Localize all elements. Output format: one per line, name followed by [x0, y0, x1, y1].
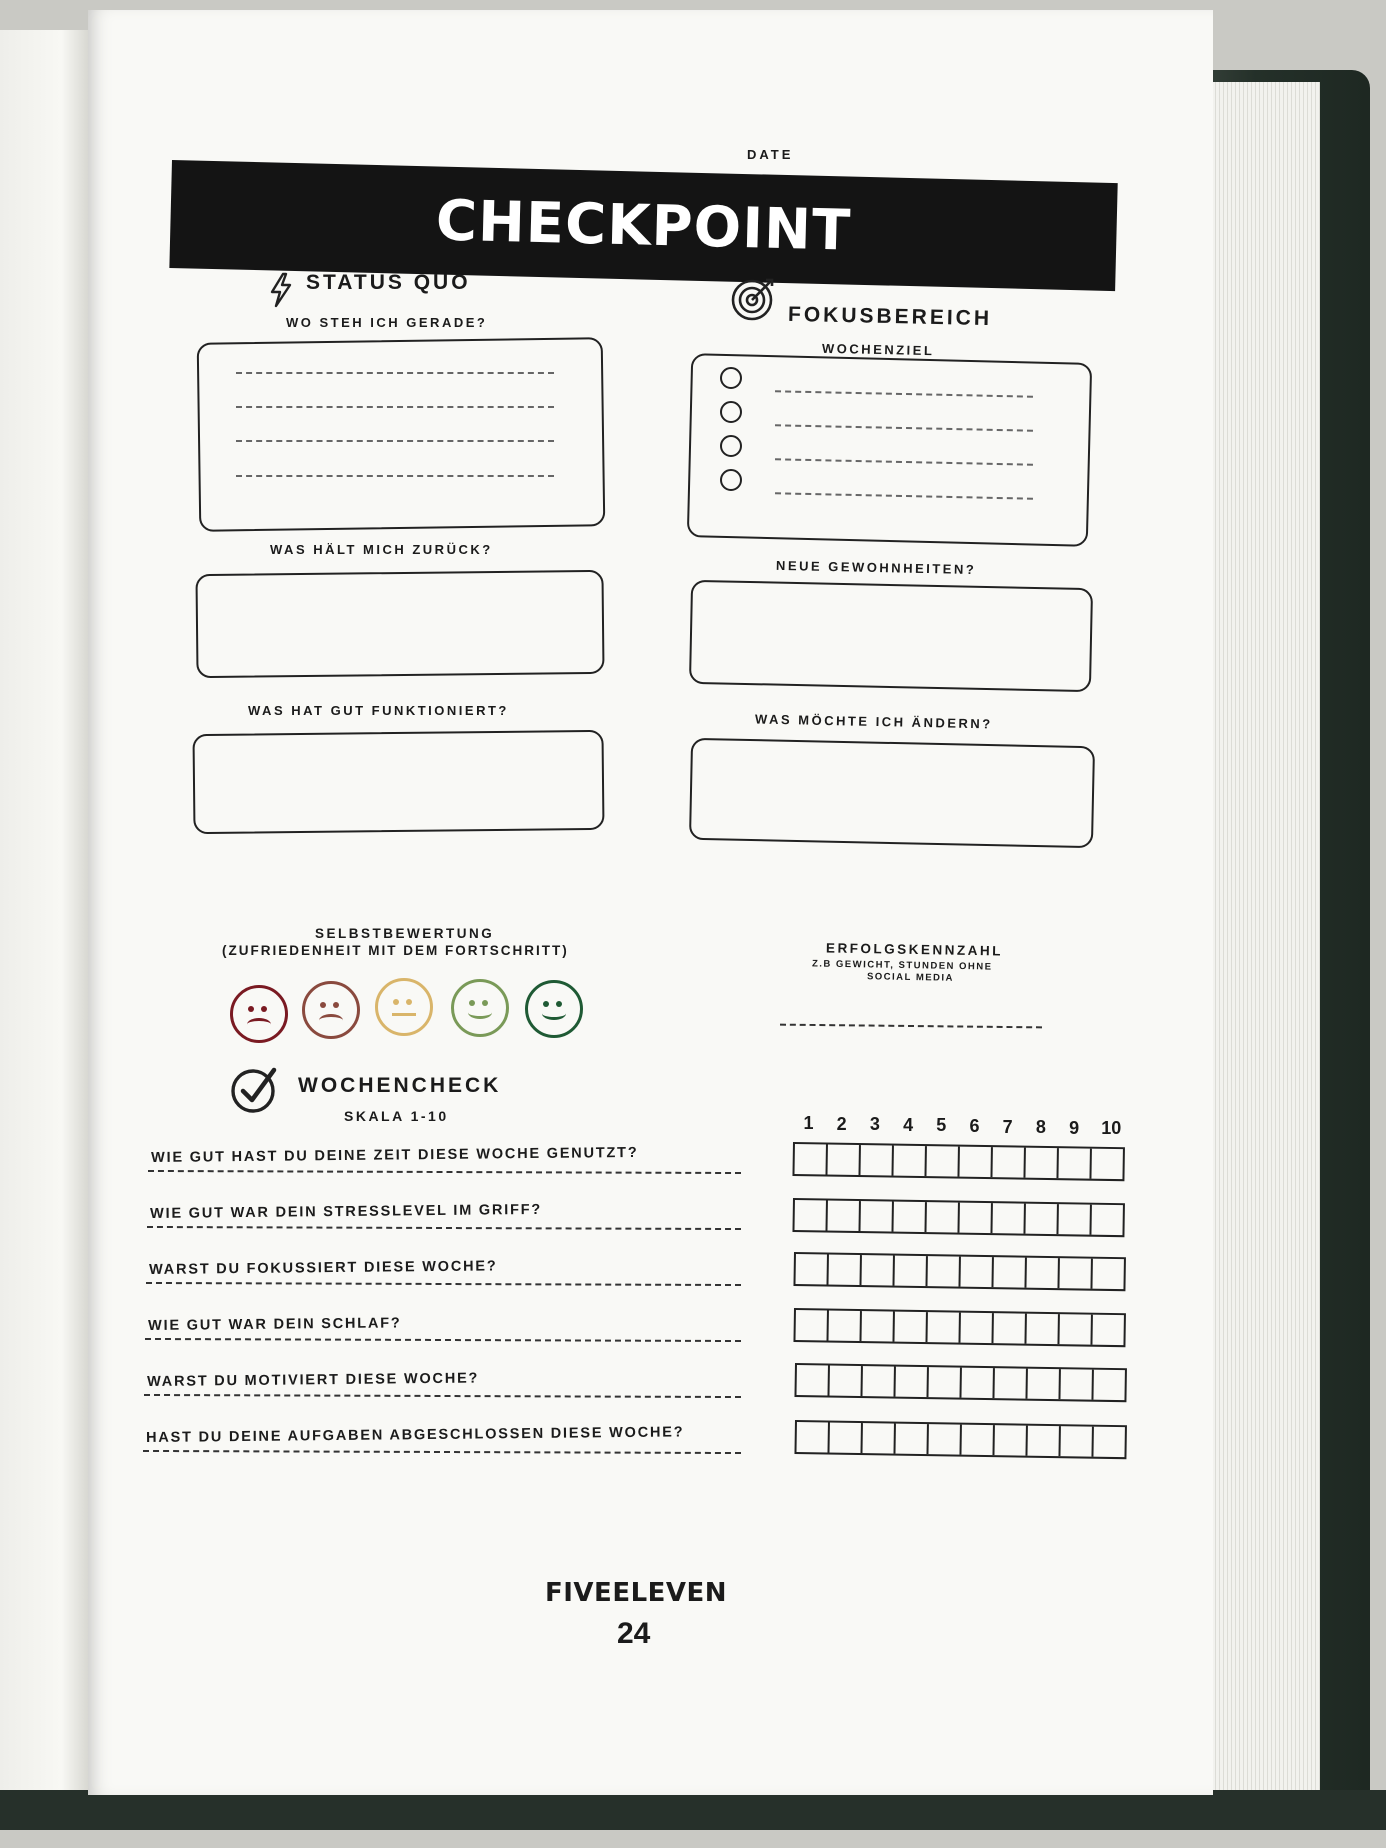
prompt-label: WAS MÖCHTE ICH ÄNDERN? [754, 711, 993, 732]
face-mouth [319, 1014, 343, 1027]
goal-checkbox[interactable] [720, 401, 742, 423]
rating-cell[interactable] [960, 1203, 993, 1234]
status-quo-title: STATUS QUO [306, 271, 471, 294]
neutral-face-icon[interactable] [375, 978, 433, 1036]
brand-logo: FIVEELEVEN [545, 1578, 728, 1608]
lightning-icon [268, 272, 294, 313]
goal-checkbox[interactable] [720, 469, 742, 491]
rating-cell[interactable] [862, 1311, 895, 1342]
rating-cell[interactable] [1060, 1369, 1093, 1400]
rating-grid [792, 1142, 1124, 1181]
rating-cell[interactable] [1059, 1258, 1092, 1289]
question-text: WIE GUT WAR DEIN SCHLAF? [148, 1315, 402, 1334]
rating-grid [794, 1420, 1126, 1459]
rating-grid [794, 1308, 1126, 1347]
rating-cell[interactable] [993, 1257, 1026, 1288]
writing-line[interactable] [236, 406, 554, 408]
rating-cell[interactable] [1058, 1148, 1091, 1179]
rating-cell[interactable] [1093, 1427, 1124, 1457]
face-eye [248, 1006, 254, 1012]
rating-cell[interactable] [829, 1366, 862, 1397]
rating-cell[interactable] [895, 1367, 928, 1398]
question-text: WIE GUT WAR DEIN STRESSLEVEL IM GRIFF? [150, 1201, 543, 1222]
face-eye [333, 1002, 339, 1008]
rating-cell[interactable] [796, 1365, 829, 1396]
rating-cell[interactable] [928, 1367, 961, 1398]
what-to-change-box[interactable] [689, 738, 1095, 848]
goal-checkbox[interactable] [720, 367, 742, 389]
scale-label: SKALA 1-10 [344, 1108, 449, 1124]
face-eye [406, 999, 412, 1005]
date-label: DATE [747, 147, 794, 162]
scale-number: 5 [936, 1115, 947, 1136]
rating-grid [794, 1363, 1126, 1402]
rating-cell[interactable] [927, 1256, 960, 1287]
rating-cell[interactable] [994, 1368, 1027, 1399]
prompt-label: WAS HÄLT MICH ZURÜCK? [270, 542, 493, 557]
rating-cell[interactable] [1026, 1258, 1059, 1289]
writing-line[interactable] [236, 440, 554, 442]
prompt-label: WO STEH ICH GERADE? [286, 315, 488, 330]
rating-cell[interactable] [1027, 1314, 1060, 1345]
face-mouth [542, 1007, 566, 1020]
writing-line[interactable] [236, 372, 554, 374]
rating-cell[interactable] [1060, 1314, 1093, 1345]
face-eye [320, 1002, 326, 1008]
status-quo-box[interactable] [197, 337, 606, 532]
rating-cell[interactable] [829, 1423, 862, 1454]
prompt-label: NEUE GEWOHNHEITEN? [775, 557, 977, 578]
rating-cell[interactable] [1027, 1426, 1060, 1457]
writing-line[interactable] [236, 475, 554, 477]
rating-cell[interactable] [860, 1145, 893, 1176]
prompt-label: WAS HAT GUT FUNKTIONIERT? [248, 703, 509, 718]
question-text: WARST DU FOKUSSIERT DIESE WOCHE? [149, 1258, 498, 1278]
rating-cell[interactable] [993, 1203, 1026, 1234]
rating-cell[interactable] [1026, 1204, 1059, 1235]
face-mouth [468, 1006, 492, 1019]
rating-cell[interactable] [828, 1201, 861, 1232]
scale-number: 8 [1035, 1117, 1046, 1138]
new-habits-box[interactable] [689, 580, 1093, 692]
scale-number: 6 [969, 1116, 980, 1136]
scale-number: 9 [1069, 1117, 1080, 1138]
happy-face-icon[interactable] [525, 980, 583, 1038]
rating-cell[interactable] [961, 1368, 994, 1399]
rating-cell[interactable] [796, 1422, 829, 1453]
scale-number: 7 [1002, 1116, 1013, 1137]
rating-cell[interactable] [1093, 1315, 1124, 1345]
rating-cell[interactable] [1059, 1204, 1092, 1235]
scale-number: 2 [836, 1113, 847, 1134]
face-eye [261, 1006, 267, 1012]
rating-cell[interactable] [827, 1145, 860, 1176]
rating-cell[interactable] [861, 1201, 894, 1232]
holding-back-box[interactable] [195, 570, 604, 678]
rating-cell[interactable] [994, 1313, 1027, 1344]
question-text: HAST DU DEINE AUFGABEN ABGESCHLOSSEN DIESE WOCHE? [146, 1424, 685, 1446]
rating-cell[interactable] [795, 1254, 828, 1285]
self-rating-subtitle: (ZUFRIEDENHEIT MIT DEM FORTSCHRITT) [222, 943, 569, 958]
goal-checkbox[interactable] [720, 435, 742, 457]
success-metric-title: ERFOLGSKENNZAHL [825, 940, 1004, 959]
weekly-goal-box[interactable] [687, 353, 1092, 547]
rating-cell[interactable] [928, 1312, 961, 1343]
rating-cell[interactable] [893, 1146, 926, 1177]
rating-cell[interactable] [959, 1147, 992, 1178]
page-title: CHECKPOINT [435, 187, 852, 264]
success-metric-hint: Z.B GEWICHT, STUNDEN OHNE [811, 958, 993, 973]
scale-number: 10 [1101, 1118, 1122, 1139]
rating-cell[interactable] [862, 1366, 895, 1397]
weekly-check-title: WOCHENCHECK [298, 1074, 502, 1097]
rating-cell[interactable] [795, 1200, 828, 1231]
left-page-edge [0, 30, 88, 1800]
rating-cell[interactable] [1091, 1149, 1122, 1179]
rating-cell[interactable] [895, 1312, 928, 1343]
sad-face-icon[interactable] [302, 981, 360, 1039]
rating-cell[interactable] [992, 1147, 1025, 1178]
self-rating-title: SELBSTBEWERTUNG [315, 926, 495, 941]
question-text: WIE GUT HAST DU DEINE ZEIT DIESE WOCHE GENUTZT? [151, 1144, 639, 1166]
success-metric-hint: SOCIAL MEDIA [866, 971, 955, 984]
checkmark-icon [230, 1064, 280, 1119]
rating-cell[interactable] [1060, 1426, 1093, 1457]
face-mouth [247, 1018, 271, 1031]
rating-cell[interactable] [861, 1255, 894, 1286]
rating-cell[interactable] [796, 1310, 829, 1341]
smile-face-icon[interactable] [451, 979, 509, 1037]
page-number: 24 [617, 1617, 651, 1650]
page-edges [1200, 82, 1320, 1792]
rating-cell[interactable] [794, 1144, 827, 1175]
rating-cell[interactable] [895, 1424, 928, 1455]
rating-cell[interactable] [894, 1202, 927, 1233]
rating-cell[interactable] [1093, 1370, 1124, 1400]
rating-cell[interactable] [828, 1255, 861, 1286]
face-mouth [392, 1013, 416, 1016]
rating-cell[interactable] [926, 1146, 959, 1177]
face-eye [393, 999, 399, 1005]
worked-well-box[interactable] [192, 730, 604, 834]
prompt-label: WOCHENZIEL [821, 340, 935, 359]
rating-cell[interactable] [961, 1313, 994, 1344]
rating-grid [793, 1198, 1125, 1237]
scale-number: 3 [869, 1114, 880, 1135]
rating-cell[interactable] [928, 1424, 961, 1455]
focus-title: FOKUSBEREICH [787, 302, 993, 331]
rating-cell[interactable] [1092, 1259, 1123, 1289]
question-text: WARST DU MOTIVIERT DIESE WOCHE? [147, 1370, 480, 1390]
very-sad-face-icon[interactable] [230, 985, 288, 1043]
rating-cell[interactable] [829, 1311, 862, 1342]
rating-grid [793, 1252, 1125, 1291]
rating-cell[interactable] [1027, 1369, 1060, 1400]
rating-cell[interactable] [961, 1425, 994, 1456]
rating-cell[interactable] [960, 1257, 993, 1288]
scale-number: 4 [903, 1114, 914, 1135]
rating-cell[interactable] [862, 1423, 895, 1454]
scale-number: 1 [803, 1113, 814, 1133]
rating-cell[interactable] [1025, 1148, 1058, 1179]
target-icon [730, 276, 776, 327]
book-cover-bottom [0, 1790, 1386, 1830]
rating-cell[interactable] [994, 1425, 1027, 1456]
rating-cell[interactable] [927, 1202, 960, 1233]
rating-cell[interactable] [894, 1256, 927, 1287]
rating-cell[interactable] [1092, 1205, 1123, 1235]
